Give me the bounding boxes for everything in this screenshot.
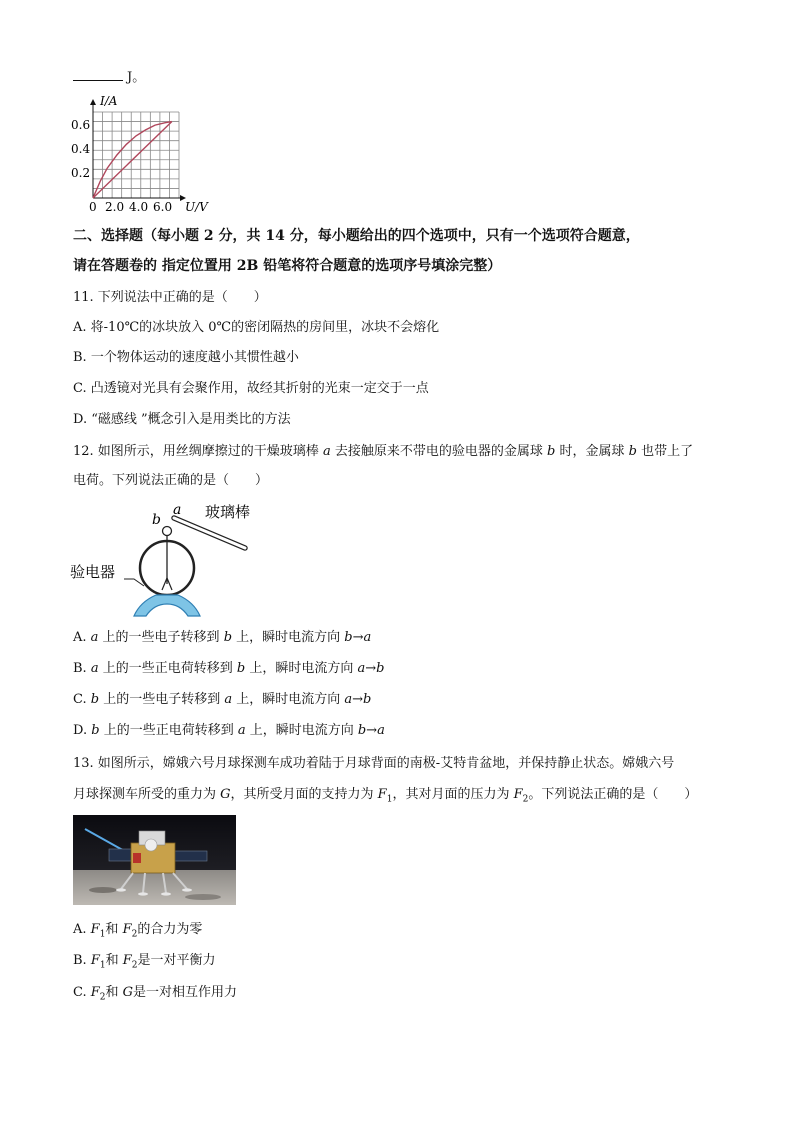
foot-pad — [116, 888, 126, 891]
dish — [145, 839, 157, 851]
q12-option-a[interactable]: A. a 上的一些电子转移到 b 上，瞬时电流方向 b→a — [73, 630, 372, 645]
foot-pad — [182, 888, 192, 891]
glass-rod-inner — [174, 518, 245, 548]
crater — [89, 887, 117, 893]
q13-option-b[interactable]: B. $F_1$和 $F_2$是一对平衡力 — [73, 953, 216, 971]
q12-option-c[interactable]: C. b 上的一些电子转移到 a 上，瞬时电流方向 a→b — [73, 692, 372, 707]
q12-stem-line2: 电荷。下列说法正确的是（ ） — [73, 473, 269, 488]
x-tick-label: 0 — [89, 200, 97, 214]
q13-stem-line2: 月球探测车所受的重力为 G，其所受月面的支持力为 $F_1$，其对月面的压力为 $F_2$。下列说法正确的是（ ） — [73, 787, 698, 805]
leaf-left — [162, 578, 167, 590]
q11-option-a[interactable]: A. 将-10℃的冰块放入 0℃的密闭隔热的房间里，冰块不会熔化 — [73, 320, 440, 335]
answer-unit: J。 — [127, 70, 146, 85]
label-leader-line — [124, 579, 144, 586]
y-axis-label: I/A — [100, 94, 118, 108]
foot-pad — [161, 892, 171, 895]
q11-option-b[interactable]: B. 一个物体运动的速度越小其惯性越小 — [73, 350, 299, 365]
lunar-lander-photo — [73, 815, 236, 905]
q12-stem-line1: 12. 如图所示，用丝绸摩擦过的干燥玻璃棒 a 去接触原来不带电的验电器的金属球 b 时，金属球 b 也带上了 — [73, 444, 694, 459]
q13-option-c[interactable]: C. $F_2$和 G是一对相互作用力 — [73, 985, 238, 1003]
y-tick-label: 0.2 — [71, 166, 91, 180]
q11-option-d[interactable]: D. “磁感线 ”概念引入是用类比的方法 — [73, 412, 291, 427]
foot-pad — [138, 892, 148, 895]
x-tick-label: 2.0 — [105, 200, 125, 214]
q11-stem: 11. 下列说法中正确的是（ ） — [73, 290, 267, 305]
x-axis-label: U/V — [185, 200, 208, 214]
q11-option-c[interactable]: C. 凸透镜对光具有会聚作用，故经其折射的光束一定交于一点 — [73, 381, 429, 396]
section-heading-line2: 请在答题卷的 指定位置用 2B 铅笔将符合题意的选项序号填涂完整） — [73, 258, 502, 274]
device-label: 验电器 — [70, 563, 116, 581]
answer-blank-line — [73, 68, 145, 86]
red-panel — [133, 853, 141, 863]
crater — [185, 894, 221, 900]
iu-graph — [68, 92, 218, 214]
rod-end-label: a — [173, 502, 182, 518]
x-tick-label: 6.0 — [153, 200, 173, 214]
fill-blank[interactable] — [73, 68, 123, 81]
section-heading-line1: 二、选择题（每小题 2 分，共 14 分，每小题给出的四个选项中，只有一个选项符合题意， — [73, 228, 640, 244]
ball-label: b — [152, 512, 161, 528]
rod-label: 玻璃棒 — [205, 503, 251, 521]
solar-panel-right — [173, 851, 207, 861]
x-tick-label: 4.0 — [129, 200, 149, 214]
q13-option-a[interactable]: A. $F_1$和 $F_2$的合力为零 — [73, 922, 203, 940]
y-tick-label: 0.4 — [71, 142, 91, 156]
q13-stem-line1: 13. 如图所示，嫦娥六号月球探测车成功着陆于月球背面的南极-艾特肯盆地，并保持静止状态。嫦娥六号 — [73, 756, 675, 771]
electroscope-base — [134, 595, 200, 616]
q12-option-d[interactable]: D. b 上的一些正电荷转移到 a 上，瞬时电流方向 b→a — [73, 723, 385, 738]
electroscope-figure — [70, 498, 260, 618]
q12-option-b[interactable]: B. a 上的一些正电荷转移到 b 上，瞬时电流方向 a→b — [73, 661, 385, 676]
leaf-right — [167, 578, 172, 590]
y-tick-label: 0.6 — [71, 118, 91, 132]
metal-ball — [163, 527, 172, 536]
